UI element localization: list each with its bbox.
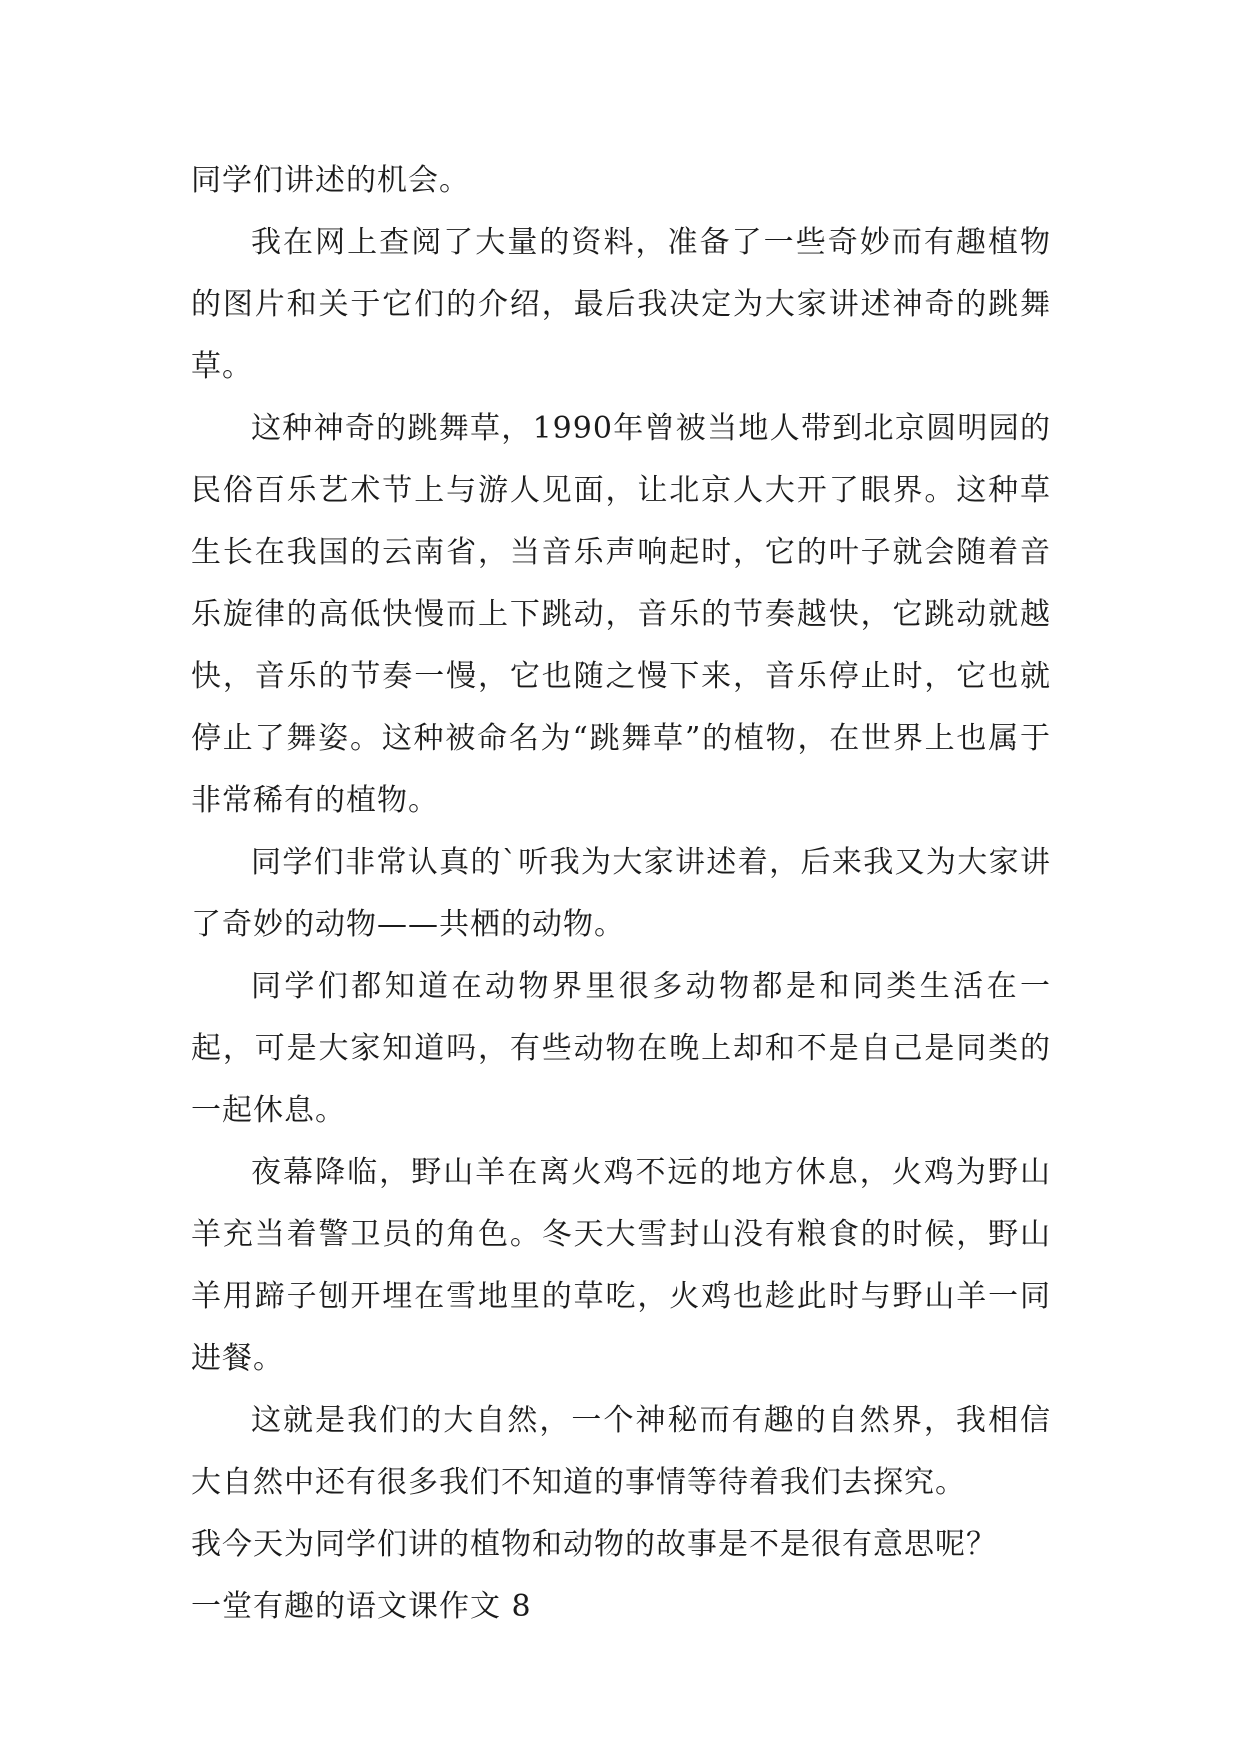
closing-line: 我今天为同学们讲的植物和动物的故事是不是很有意思呢？	[191, 1527, 997, 1562]
paragraph: 同学们都知道在动物界里很多动物都是和同类生活在一起，可是大家知道吗，有些动物在晚上却和不是自己是同类的一起休息。	[191, 969, 1051, 1128]
paragraph: 这种神奇的跳舞草，1990年曾被当地人带到北京圆明园的民俗百乐艺术节上与游人见面，让北京人大开了眼界。这种草生长在我国的云南省，当音乐声响起时，它的叶子就会随着音乐旋律的高低快慢而上下跳动，音乐的节奏越快，它跳动就越快，音乐的节奏一慢，它也随之慢下来，音乐停止时，它也就停止了舞姿。这种被命名为“跳舞草”的植物，在世界上也属于非常稀有的植物。	[191, 411, 1051, 818]
paragraph: 这就是我们的大自然，一个神秘而有趣的自然界，我相信大自然中还有很多我们不知道的事情等待着我们去探究。	[191, 1403, 1051, 1500]
document-body	[191, 150, 1051, 1638]
paragraph: 同学们非常认真的`听我为大家讲述着，后来我又为大家讲了奇妙的动物——共栖的动物。	[191, 845, 1051, 942]
paragraph: 夜幕降临，野山羊在离火鸡不远的地方休息，火鸡为野山羊充当着警卫员的角色。冬天大雪封山没有粮食的时候，野山羊用蹄子刨开埋在雪地里的草吃，火鸡也趁此时与野山羊一同进餐。	[191, 1155, 1051, 1376]
next-essay-title: 一堂有趣的语文课作文 8	[191, 1589, 532, 1624]
paragraph: 同学们讲述的机会。	[191, 163, 470, 198]
paragraph: 我在网上查阅了大量的资料，准备了一些奇妙而有趣植物的图片和关于它们的介绍，最后我决定为大家讲述神奇的跳舞草。	[191, 225, 1051, 384]
